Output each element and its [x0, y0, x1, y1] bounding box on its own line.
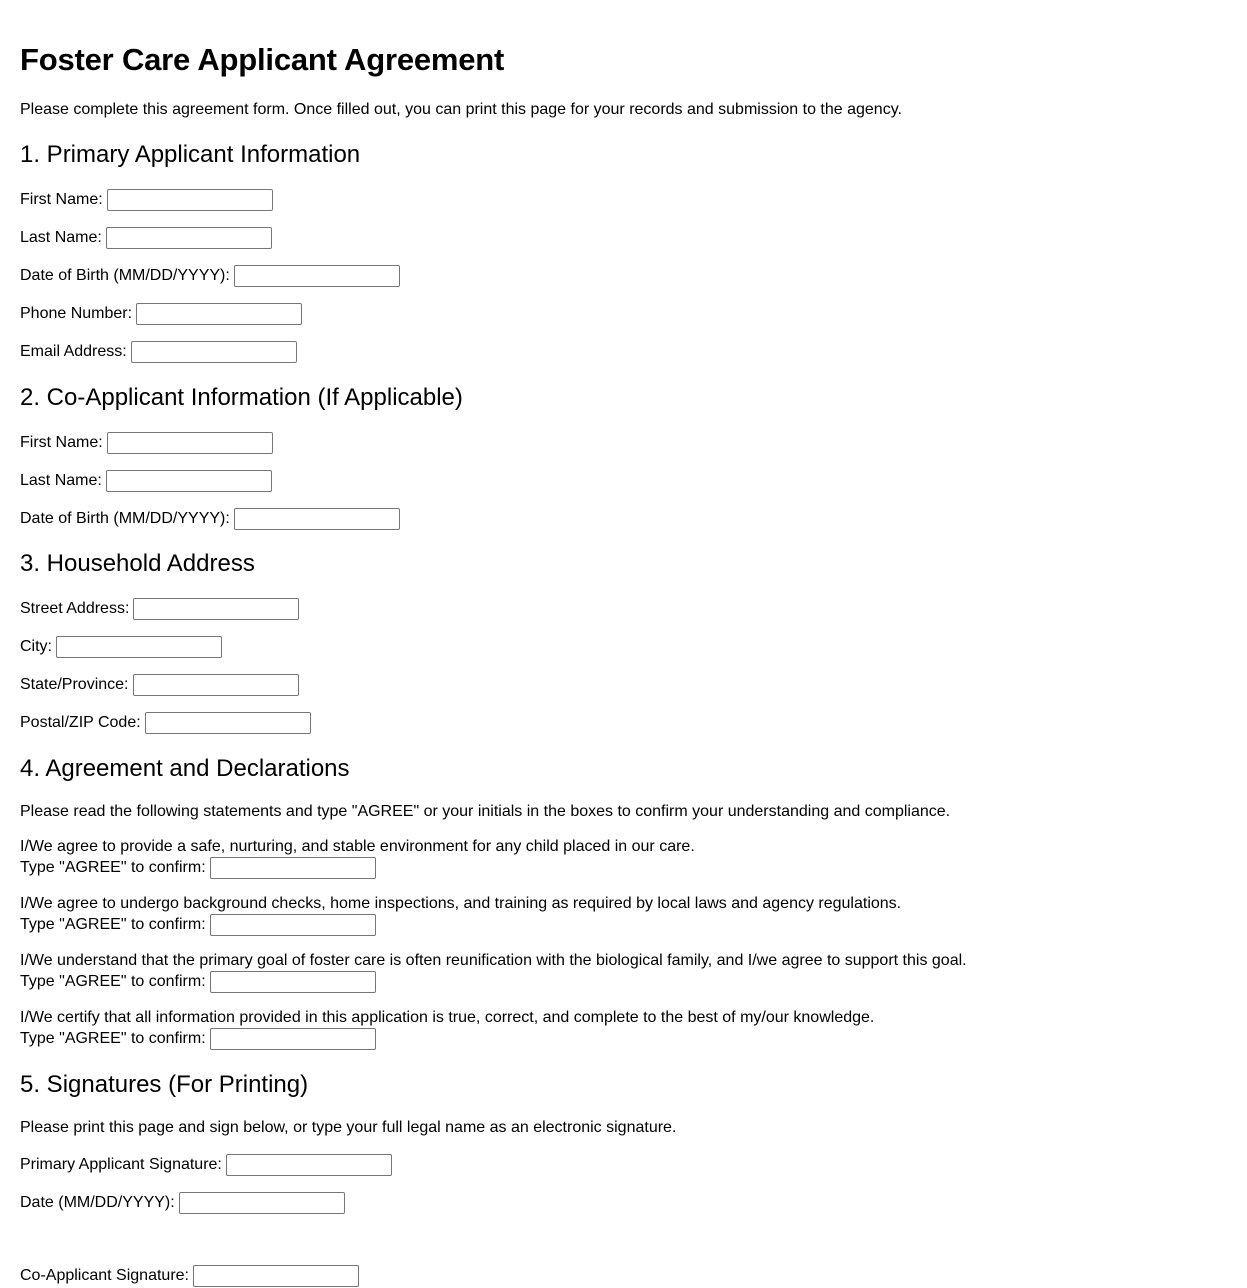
street-address-label: Street Address: [20, 600, 130, 617]
signature-instructions: Please print this page and sign below, or type your full legal name as an electronic signature. [20, 1119, 677, 1136]
co-first-name-label: First Name: [20, 434, 103, 451]
section5-heading: 5. Signatures (For Printing) [20, 1071, 309, 1098]
city-label: City: [20, 638, 52, 655]
section3-heading: 3. Household Address [20, 550, 255, 577]
signature-date-label: Date (MM/DD/YYYY): [20, 1194, 175, 1211]
city-row [20, 636, 222, 658]
co-dob-label: Date of Birth (MM/DD/YYYY): [20, 510, 230, 527]
state-province-input[interactable] [133, 674, 299, 696]
confirm-label-1: Type "AGREE" to confirm: [20, 859, 206, 876]
section2-heading: 2. Co-Applicant Information (If Applicable) [20, 384, 463, 411]
postal-code-row [20, 712, 311, 734]
co-last-name-input[interactable] [106, 470, 272, 492]
primary-email-row [20, 341, 297, 363]
statement-reunification: I/We understand that the primary goal of foster care is often reunification with the biological family, and I/we agree to support this goal. [20, 952, 967, 969]
confirm-input-2[interactable] [210, 914, 376, 936]
confirm-row-3 [20, 971, 376, 993]
signature-date-input[interactable] [179, 1192, 345, 1214]
state-province-row [20, 674, 299, 696]
city-input[interactable] [56, 636, 222, 658]
primary-signature-label: Primary Applicant Signature: [20, 1156, 222, 1173]
statement-background-checks: I/We agree to undergo background checks, home inspections, and training as required by local laws and agency regulations. [20, 895, 902, 912]
street-address-input[interactable] [133, 598, 299, 620]
confirm-label-3: Type "AGREE" to confirm: [20, 973, 206, 990]
confirm-input-3[interactable] [210, 971, 376, 993]
co-signature-row [20, 1265, 359, 1287]
co-last-name-row [20, 470, 272, 492]
primary-last-name-input[interactable] [106, 227, 272, 249]
primary-email-input[interactable] [131, 341, 297, 363]
confirm-input-1[interactable] [210, 857, 376, 879]
page-title: Foster Care Applicant Agreement [20, 42, 505, 77]
statement-certify-information: I/We certify that all information provided in this application is true, correct, and complete to the best of my/our knowledge. [20, 1009, 875, 1026]
intro-text: Please complete this agreement form. Once filled out, you can print this page for your records and submission to the agency. [20, 101, 902, 118]
primary-phone-label: Phone Number: [20, 305, 133, 322]
postal-code-label: Postal/ZIP Code: [20, 714, 141, 731]
confirm-row-2 [20, 914, 376, 936]
primary-signature-input[interactable] [226, 1154, 392, 1176]
confirm-label-2: Type "AGREE" to confirm: [20, 916, 206, 933]
co-first-name-row [20, 432, 273, 454]
primary-email-label: Email Address: [20, 343, 127, 360]
co-signature-label: Co-Applicant Signature: [20, 1267, 189, 1284]
primary-first-name-row [20, 189, 273, 211]
street-address-row [20, 598, 299, 620]
section1-heading: 1. Primary Applicant Information [20, 141, 361, 168]
primary-phone-input[interactable] [136, 303, 302, 325]
co-dob-input[interactable] [234, 508, 400, 530]
primary-last-name-row [20, 227, 272, 249]
primary-dob-label: Date of Birth (MM/DD/YYYY): [20, 267, 230, 284]
primary-first-name-label: First Name: [20, 191, 103, 208]
signature-date-row [20, 1192, 345, 1214]
primary-last-name-label: Last Name: [20, 229, 102, 246]
state-province-label: State/Province: [20, 676, 129, 693]
confirm-label-4: Type "AGREE" to confirm: [20, 1030, 206, 1047]
confirm-row-4 [20, 1028, 376, 1050]
confirm-input-4[interactable] [210, 1028, 376, 1050]
co-signature-input[interactable] [193, 1265, 359, 1287]
agreement-instructions: Please read the following statements and type "AGREE" or your initials in the boxes to confirm your understanding and compliance. [20, 803, 951, 820]
primary-first-name-input[interactable] [107, 189, 273, 211]
primary-dob-row [20, 265, 400, 287]
statement-safe-environment: I/We agree to provide a safe, nurturing, and stable environment for any child placed in our care. [20, 838, 695, 855]
section4-heading: 4. Agreement and Declarations [20, 755, 350, 782]
primary-signature-row [20, 1154, 392, 1176]
confirm-row-1 [20, 857, 376, 879]
co-first-name-input[interactable] [107, 432, 273, 454]
co-last-name-label: Last Name: [20, 472, 102, 489]
primary-dob-input[interactable] [234, 265, 400, 287]
co-dob-row [20, 508, 400, 530]
postal-code-input[interactable] [145, 712, 311, 734]
primary-phone-row [20, 303, 302, 325]
